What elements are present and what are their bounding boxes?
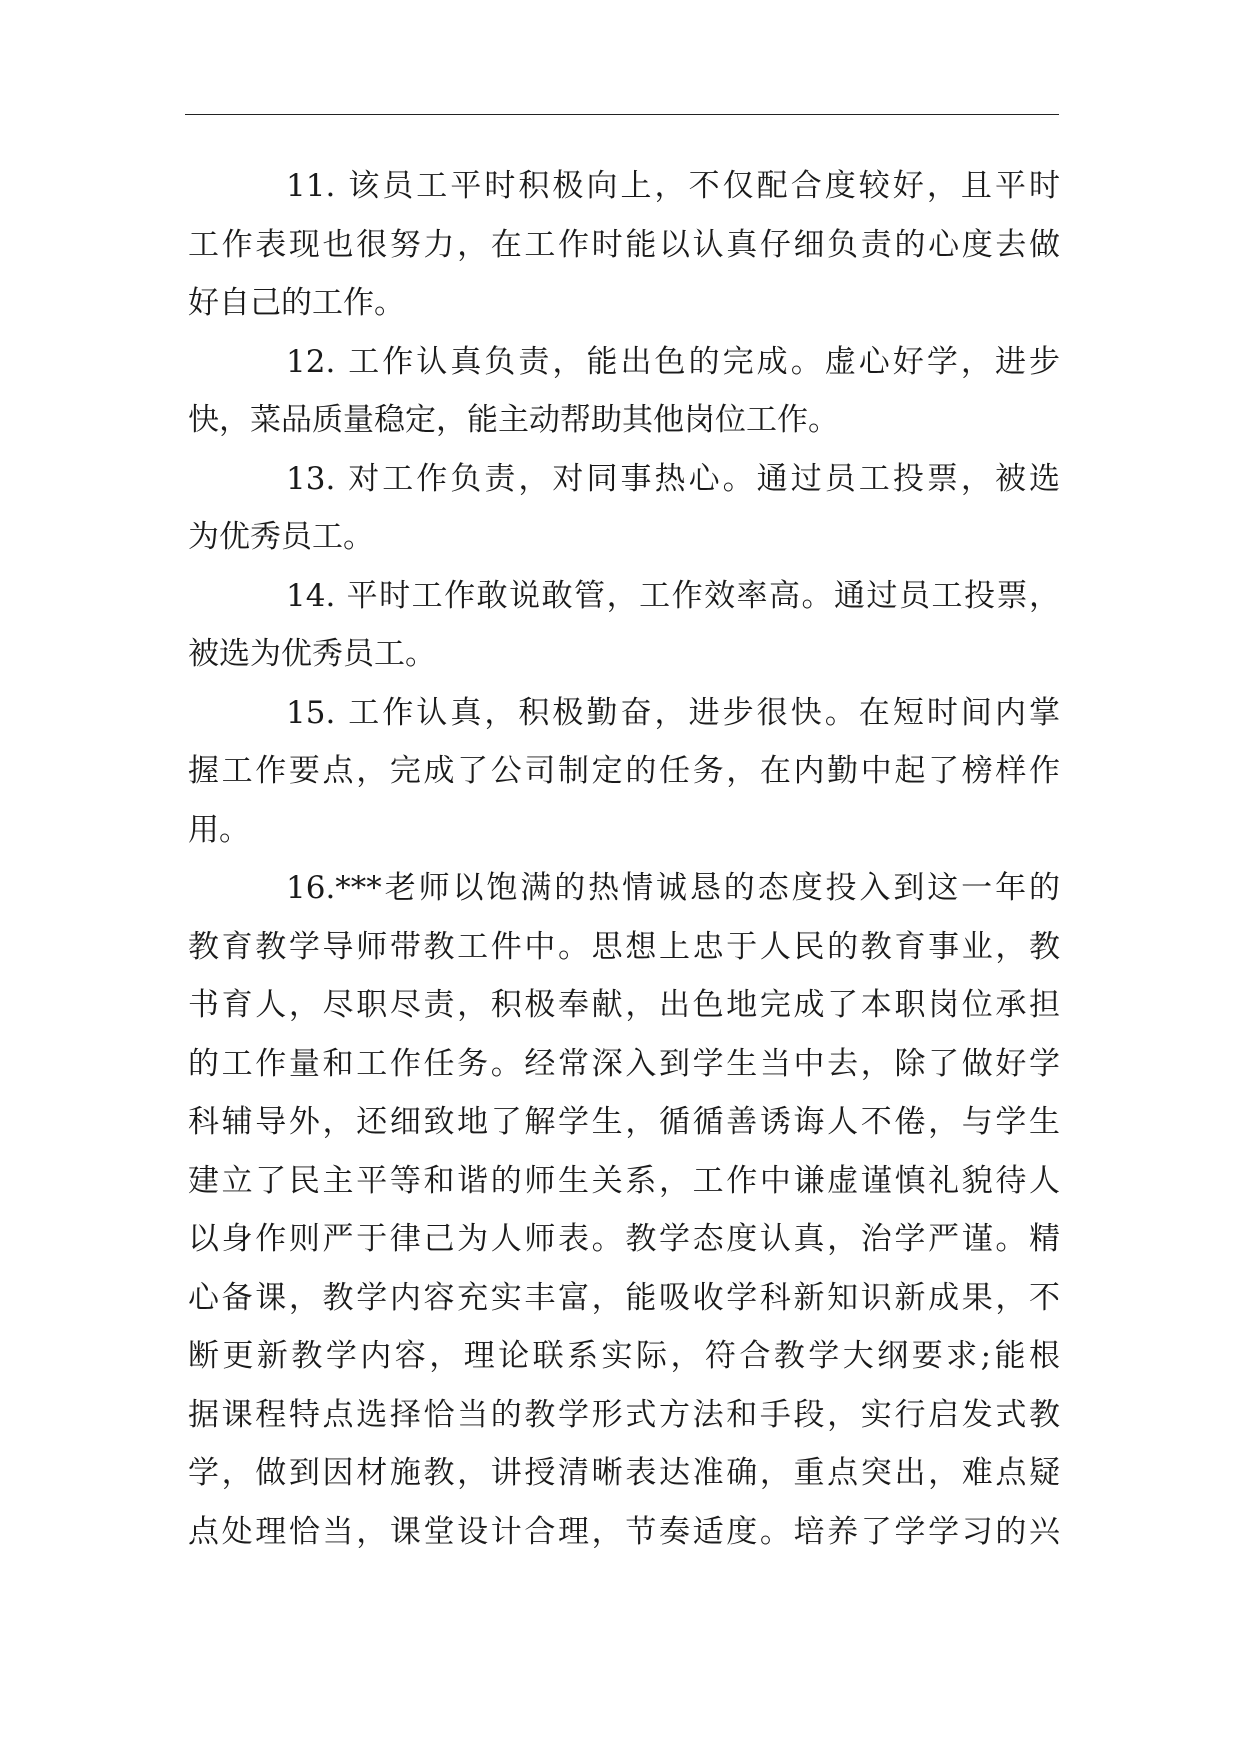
- text-line: 用。: [188, 811, 250, 848]
- text-line: 握工作要点，完成了公司制定的任务，在内勤中起了榜样作: [188, 753, 1060, 789]
- paragraph-15: [188, 684, 1060, 860]
- text-line: 工作表现也很努力，在工作时能以认真仔细负责的心度去做: [188, 226, 1060, 263]
- text-line: 为优秀员工。: [188, 519, 374, 555]
- text-line: 12. 工作认真负责，能出色的完成。虚心好学，进步: [286, 343, 1060, 380]
- text-line: 断更新教学内容，理论联系实际，符合教学大纲要求;能根: [188, 1338, 1060, 1374]
- paragraph-13: [188, 450, 1060, 567]
- text-line: 快，菜品质量稳定，能主动帮助其他岗位工作。: [188, 402, 839, 438]
- text-line: 心备课，教学内容充实丰富，能吸收学科新知识新成果，不: [188, 1279, 1060, 1316]
- text-line: 学，做到因材施教，讲授清晰表达准确，重点突出，难点疑: [188, 1455, 1060, 1491]
- text-line: 点处理恰当，课堂设计合理，节奏适度。培养了学学习的兴: [188, 1513, 1060, 1550]
- paragraph-16: [188, 859, 1060, 1561]
- text-line: 书育人，尽职尽责，积极奉献，出色地完成了本职岗位承担: [188, 987, 1060, 1023]
- text-line: 13. 对工作负责，对同事热心。通过员工投票，被选: [286, 460, 1060, 497]
- body-text: [188, 157, 1060, 1561]
- text-line: 15. 工作认真，积极勤奋，进步很快。在短时间内掌: [286, 694, 1060, 731]
- paragraph-14: [188, 567, 1060, 684]
- text-line: 11. 该员工平时积极向上，不仅配合度较好，且平时: [286, 168, 1060, 204]
- text-line: 建立了民主平等和谐的师生关系，工作中谦虚谨慎礼貌待人: [188, 1162, 1060, 1199]
- text-line: 16.***老师以饱满的热情诚恳的态度投入到这一年的: [286, 870, 1060, 906]
- text-line: 被选为优秀员工。: [188, 636, 436, 672]
- paragraph-12: [188, 333, 1060, 450]
- text-line: 据课程特点选择恰当的教学形式方法和手段，实行启发式教: [188, 1396, 1060, 1433]
- text-line: 教育教学导师带教工件中。思想上忠于人民的教育事业，教: [188, 928, 1060, 965]
- text-line: 的工作量和工作任务。经常深入到学生当中去，除了做好学: [188, 1045, 1060, 1082]
- header-rule: [185, 114, 1059, 115]
- text-line: 14. 平时工作敢说敢管，工作效率高。通过员工投票，: [286, 577, 1060, 614]
- text-line: 科辅导外，还细致地了解学生，循循善诱诲人不倦，与学生: [188, 1104, 1060, 1140]
- paragraph-11: [188, 157, 1060, 333]
- text-line: 好自己的工作。: [188, 285, 405, 321]
- text-line: 以身作则严于律己为人师表。教学态度认真，治学严谨。精: [188, 1221, 1060, 1257]
